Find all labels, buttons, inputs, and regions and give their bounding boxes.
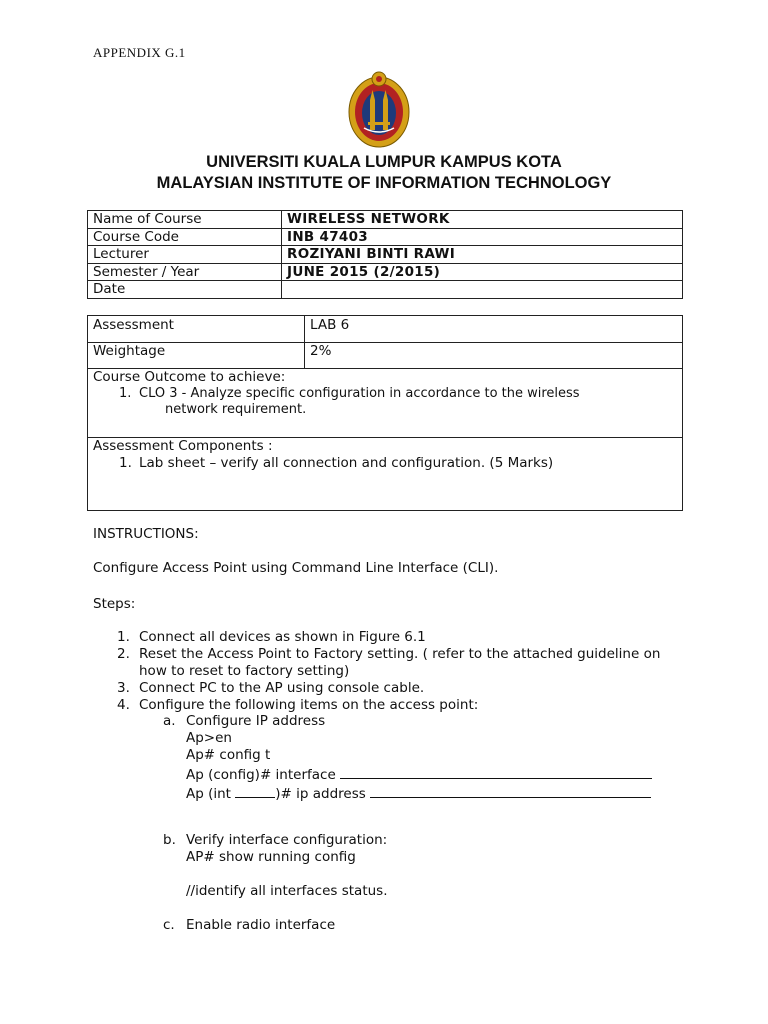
date-label: Date (88, 281, 282, 299)
steps-label: Steps: (93, 596, 136, 612)
sub-step-title: Verify interface configuration: (186, 832, 388, 848)
cli-note: //identify all interfaces status. (186, 883, 388, 900)
step-number: 2. (117, 646, 130, 662)
assessment-table (87, 315, 683, 511)
date-value (282, 281, 683, 299)
ip-address-answer-blank[interactable] (370, 784, 651, 798)
step-text: Reset the Access Point to Factory setting. ( refer to the attached guideline on how to reset to factory setting) (139, 646, 661, 679)
assessment-components-label: Assessment Components : (93, 438, 273, 454)
course-info-table (87, 210, 683, 299)
assessment-label: Assessment (88, 316, 305, 343)
interface-answer-blank[interactable] (340, 765, 652, 779)
table-row (88, 228, 683, 246)
sub-step-c (163, 917, 335, 934)
sub-step-b (163, 832, 388, 901)
sub-step-letter: b. (163, 832, 176, 848)
step-number: 4. (117, 697, 130, 713)
int-answer-blank[interactable] (235, 784, 275, 798)
instructions-intro: Configure Access Point using Command Line Interface (CLI). (93, 560, 499, 576)
list-item (119, 455, 677, 471)
assessment-components-cell (88, 438, 683, 511)
sub-step-letter: c. (163, 917, 175, 933)
table-row (88, 316, 683, 343)
appendix-label: APPENDIX G.1 (93, 45, 186, 60)
weightage-value: 2% (305, 343, 683, 369)
course-outcome-cell (88, 369, 683, 438)
step-text: Connect PC to the AP using console cable. (139, 680, 425, 696)
step-text: Configure the following items on the access point: (139, 697, 479, 713)
cli-command: Ap>en (186, 730, 232, 747)
table-row (88, 343, 683, 369)
list-item (117, 646, 677, 680)
course-name-label: Name of Course (88, 211, 282, 229)
table-row (88, 281, 683, 299)
assessment-value: LAB 6 (305, 316, 683, 343)
step-number: 3. (117, 680, 130, 696)
list-item (117, 680, 677, 697)
outcome-number: 1. (119, 386, 132, 401)
sub-step-title: Enable radio interface (186, 917, 336, 933)
sub-step-a (163, 713, 652, 803)
cli-command-text: Ap (config)# interface (186, 766, 341, 783)
cli-command-text: Ap (int (186, 785, 236, 802)
table-row (88, 246, 683, 264)
course-name-value: WIRELESS NETWORK (282, 211, 683, 229)
lecturer-label: Lecturer (88, 246, 282, 264)
outcome-text-continued: network requirement. (165, 402, 307, 417)
cli-command: AP# show running config (186, 849, 356, 866)
step-text: Connect all devices as shown in Figure 6.1 (139, 629, 426, 645)
semester-value: JUNE 2015 (2/2015) (282, 263, 683, 281)
list-item (117, 629, 677, 646)
table-row (88, 369, 683, 438)
institute-name: MALAYSIAN INSTITUTE OF INFORMATION TECHNOLOGY (156, 174, 612, 192)
university-name: UNIVERSITI KUALA LUMPUR KAMPUS KOTA (206, 153, 562, 171)
sub-step-letter: a. (163, 713, 176, 729)
table-row (88, 211, 683, 229)
cli-command-ip-address (163, 784, 652, 803)
step-number: 1. (117, 629, 130, 645)
list-item (119, 386, 677, 402)
outcome-text: CLO 3 - Analyze specific configuration in accordance to the wireless (139, 386, 580, 401)
university-crest-icon (346, 70, 412, 148)
course-outcome-label: Course Outcome to achieve: (93, 369, 286, 385)
cli-command-text: )# ip address (275, 785, 371, 802)
course-code-value: INB 47403 (282, 228, 683, 246)
instructions-heading: INSTRUCTIONS: (93, 526, 199, 542)
list-item (117, 697, 677, 714)
sub-step-title: Configure IP address (186, 713, 326, 729)
table-row (88, 263, 683, 281)
lecturer-value: ROZIYANI BINTI RAWI (282, 246, 683, 264)
weightage-label: Weightage (88, 343, 305, 369)
component-text: Lab sheet – verify all connection and configuration. (5 Marks) (139, 455, 554, 471)
table-row (88, 438, 683, 511)
component-number: 1. (119, 455, 132, 471)
course-code-label: Course Code (88, 228, 282, 246)
steps-list (117, 629, 677, 714)
semester-label: Semester / Year (88, 263, 282, 281)
cli-command: Ap# config t (186, 747, 271, 764)
cli-command-interface (163, 765, 652, 784)
